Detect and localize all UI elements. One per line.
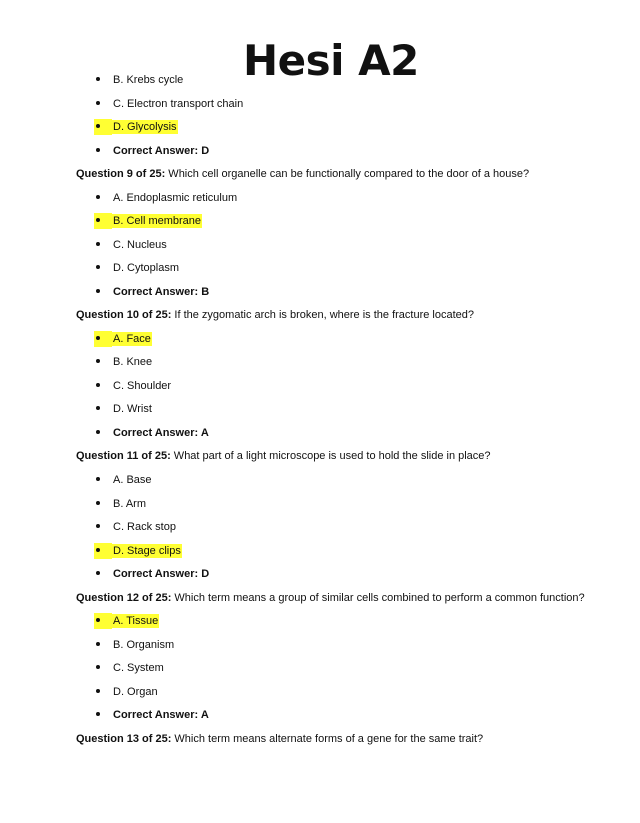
- bullet-icon: [96, 359, 100, 363]
- option-text: C. System: [113, 662, 164, 674]
- question-label: Question 13 of 25:: [76, 733, 172, 745]
- bullet-icon: [96, 689, 100, 693]
- bullet-icon: [96, 195, 100, 199]
- option-item: [96, 401, 153, 417]
- option-text: D. Stage clips: [113, 545, 181, 557]
- bullet-icon: [96, 571, 100, 575]
- option-text: A. Tissue: [113, 615, 159, 627]
- correct-answer-item: [96, 425, 210, 441]
- bullet-icon: [96, 548, 100, 552]
- option-text: D. Organ: [113, 686, 158, 698]
- option-item: [96, 660, 165, 676]
- bullet-icon: [96, 124, 100, 128]
- option-text: A. Base: [113, 474, 152, 486]
- correct-answer-text: Correct Answer: A: [113, 427, 209, 439]
- bullet-icon: [96, 477, 100, 481]
- option-item: [96, 684, 159, 700]
- question-label: Question 9 of 25:: [76, 168, 166, 180]
- option-item: [96, 190, 238, 206]
- bullet-icon: [96, 712, 100, 716]
- option-text: D. Glycolysis: [113, 121, 177, 133]
- correct-answer-item: [96, 707, 210, 723]
- correct-answer-text: Correct Answer: B: [113, 286, 210, 298]
- bullet-icon: [96, 430, 100, 434]
- highlighted-option-item: [96, 213, 202, 229]
- option-text: B. Krebs cycle: [113, 74, 184, 86]
- question-text: [76, 731, 483, 747]
- bullet-icon: [96, 642, 100, 646]
- bullet-icon: [96, 289, 100, 293]
- correct-answer-text: Correct Answer: D: [113, 145, 210, 157]
- option-item: [96, 472, 153, 488]
- bullet-icon: [96, 665, 100, 669]
- option-item: [96, 237, 168, 253]
- option-item: [96, 519, 177, 535]
- bullet-icon: [96, 148, 100, 152]
- option-text: D. Wrist: [113, 403, 152, 415]
- option-item: [96, 96, 244, 112]
- question-label: Question 11 of 25:: [76, 450, 171, 462]
- question-text: [76, 166, 529, 182]
- option-text: C. Rack stop: [113, 521, 176, 533]
- bullet-icon: [96, 101, 100, 105]
- option-text: A. Endoplasmic reticulum: [113, 192, 238, 204]
- bullet-icon: [96, 383, 100, 387]
- option-text: D. Cytoplasm: [113, 262, 180, 274]
- question-body: Which cell organelle can be functionally compared to the door of a house?: [165, 168, 530, 180]
- correct-answer-item: [96, 143, 210, 159]
- question-label: Question 12 of 25:: [76, 592, 172, 604]
- bullet-icon: [96, 336, 100, 340]
- highlighted-option-item: [96, 543, 182, 559]
- option-item: [96, 637, 175, 653]
- option-text: C. Shoulder: [113, 380, 172, 392]
- option-item: [96, 378, 172, 394]
- option-item: [96, 72, 184, 88]
- question-body: Which term means a group of similar cells combined to perform a common function?: [171, 592, 585, 604]
- correct-answer-text: Correct Answer: D: [113, 568, 210, 580]
- question-body: What part of a light microscope is used to hold the slide in place?: [170, 450, 491, 462]
- bullet-icon: [96, 618, 100, 622]
- highlighted-option-item: [96, 613, 159, 629]
- bullet-icon: [96, 77, 100, 81]
- option-item: [96, 496, 147, 512]
- question-body: If the zygomatic arch is broken, where is the fracture located?: [171, 309, 475, 321]
- option-text: C. Nucleus: [113, 239, 167, 251]
- option-item: [96, 260, 180, 276]
- bullet-icon: [96, 524, 100, 528]
- question-text: [76, 307, 474, 323]
- option-text: C. Electron transport chain: [113, 98, 244, 110]
- option-text: B. Arm: [113, 498, 147, 510]
- highlighted-option-item: [96, 119, 178, 135]
- bullet-icon: [96, 406, 100, 410]
- option-item: [96, 354, 153, 370]
- bullet-icon: [96, 218, 100, 222]
- correct-answer-item: [96, 566, 210, 582]
- option-text: B. Organism: [113, 639, 175, 651]
- bullet-icon: [96, 242, 100, 246]
- option-text: B. Cell membrane: [113, 215, 202, 227]
- correct-answer-text: Correct Answer: A: [113, 709, 209, 721]
- question-text: [76, 448, 491, 464]
- question-label: Question 10 of 25:: [76, 309, 172, 321]
- question-body: Which term means alternate forms of a gene for the same trait?: [171, 733, 484, 745]
- question-text: [76, 590, 585, 606]
- highlighted-option-item: [96, 331, 152, 347]
- option-text: B. Knee: [113, 356, 153, 368]
- bullet-icon: [96, 501, 100, 505]
- bullet-icon: [96, 265, 100, 269]
- watermark-title: Hesi A2: [243, 36, 419, 85]
- option-text: A. Face: [113, 333, 151, 345]
- correct-answer-item: [96, 284, 210, 300]
